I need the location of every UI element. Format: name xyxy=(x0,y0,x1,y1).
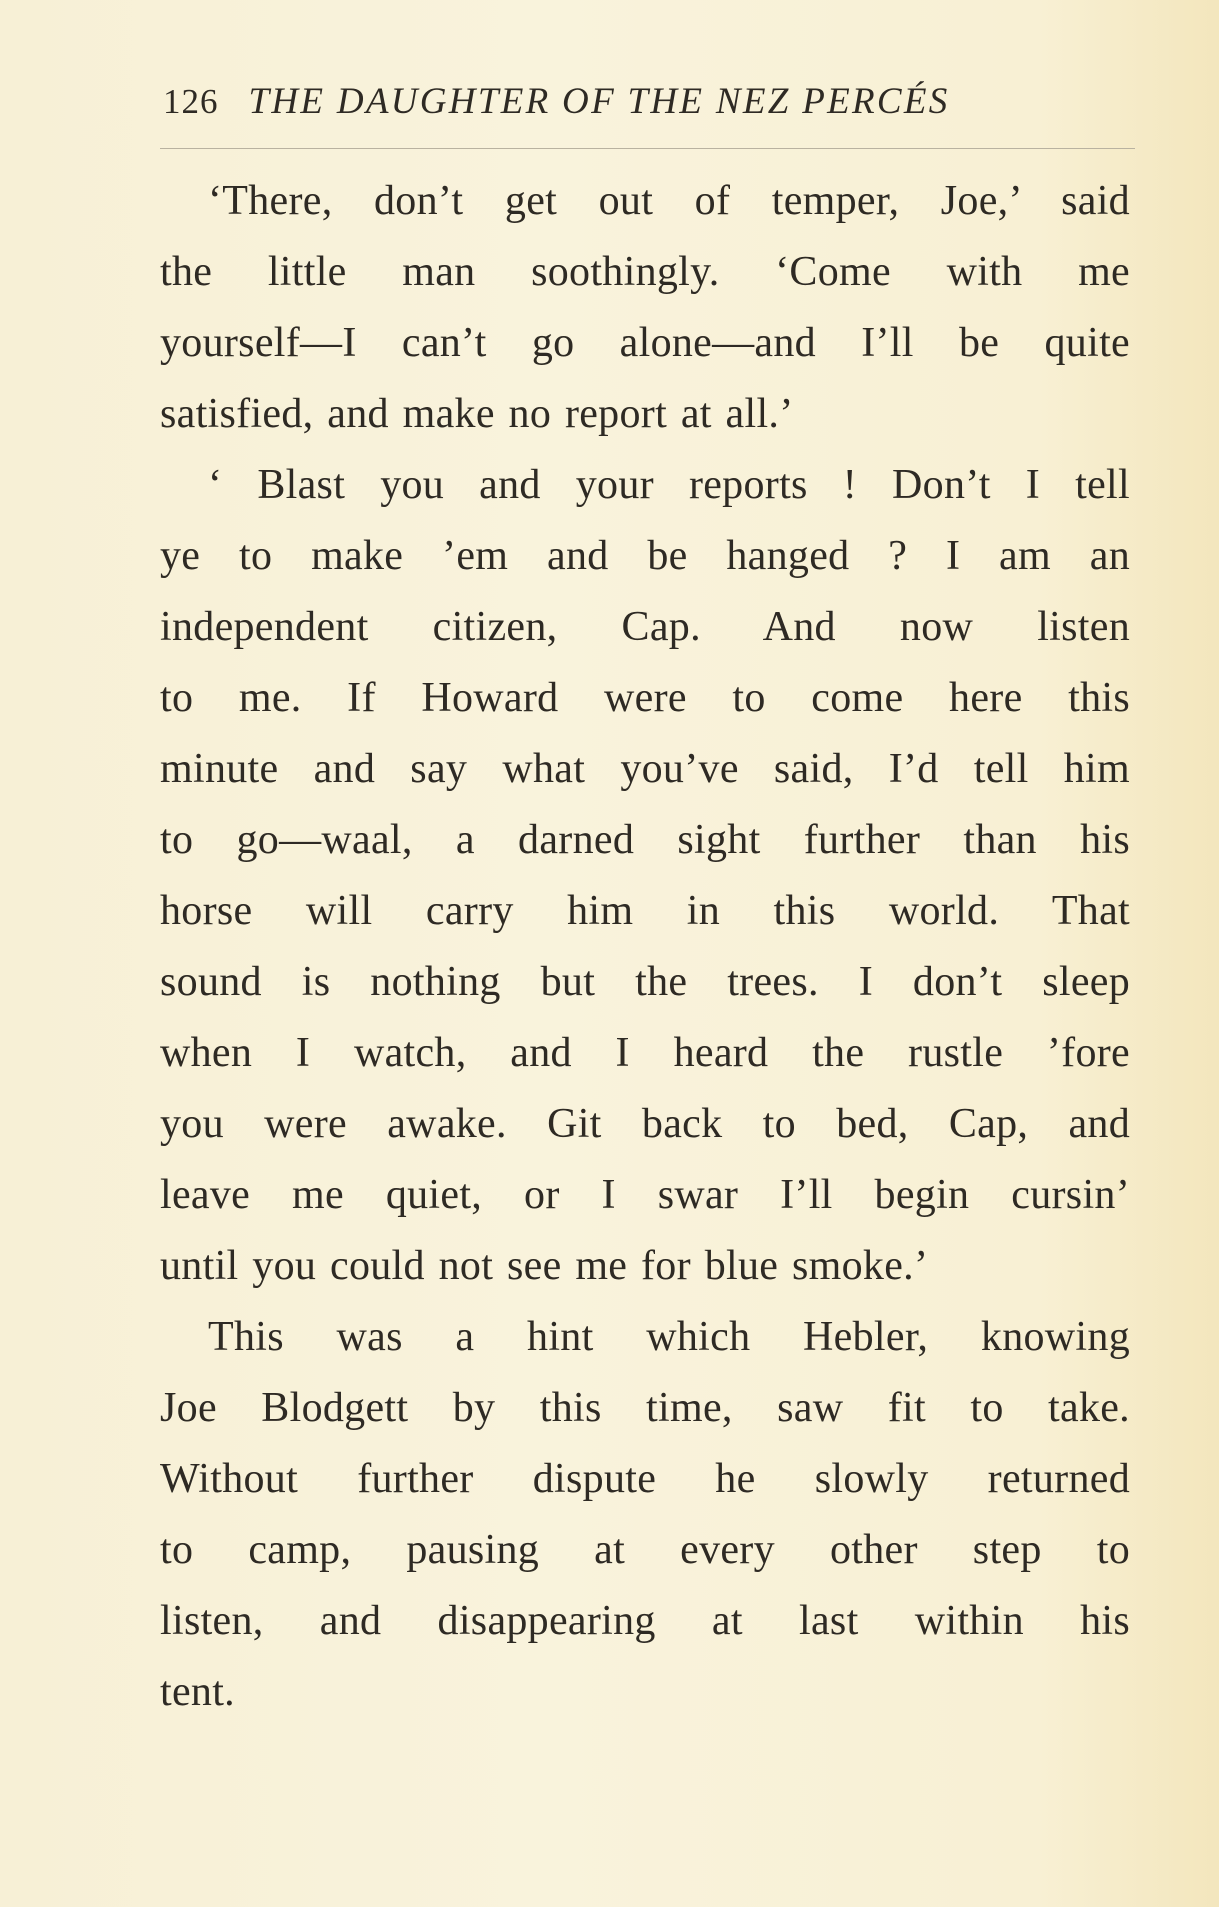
text-line: sound is nothing but the trees. I don’t sleep xyxy=(160,959,1130,1005)
text-line: ‘There, don’t get out of temper, Joe,’ said xyxy=(208,178,1130,224)
text-line: leave me quiet, or I swar I’ll begin cursin’ xyxy=(160,1172,1130,1218)
text-line: This was a hint which Hebler, knowing xyxy=(208,1314,1130,1360)
text-line: ‘ Blast you and your reports ! Don’t I tell xyxy=(208,462,1130,508)
text-line: when I watch, and I heard the rustle ’fore xyxy=(160,1030,1130,1076)
page-number: 126 xyxy=(163,82,219,121)
text-line: horse will carry him in this world. That xyxy=(160,888,1130,934)
header-rule xyxy=(160,148,1135,149)
text-line: to go—waal, a darned sight further than his xyxy=(160,817,1130,863)
text-line: tent. xyxy=(160,1669,235,1715)
text-line: to me. If Howard were to come here this xyxy=(160,675,1130,721)
text-line: Joe Blodgett by this time, saw fit to take. xyxy=(160,1385,1130,1431)
body-text xyxy=(160,166,1130,1728)
text-line: satisfied, and make no report at all.’ xyxy=(160,391,794,437)
text-line: independent citizen, Cap. And now listen xyxy=(160,604,1130,650)
text-line: until you could not see me for blue smoke.’ xyxy=(160,1243,929,1289)
running-title: THE DAUGHTER OF THE NEZ PERCÉS xyxy=(248,81,950,122)
text-line: you were awake. Git back to bed, Cap, and xyxy=(160,1101,1130,1147)
text-line: to camp, pausing at every other step to xyxy=(160,1527,1130,1573)
paragraph-1 xyxy=(160,166,1130,450)
text-line: minute and say what you’ve said, I’d tell him xyxy=(160,746,1130,792)
paragraph-2 xyxy=(160,450,1130,1302)
text-line: yourself—I can’t go alone—and I’ll be quite xyxy=(160,320,1130,366)
text-line: Without further dispute he slowly returned xyxy=(160,1456,1130,1502)
text-line: the little man soothingly. ‘Come with me xyxy=(160,249,1130,295)
page-header xyxy=(163,80,1063,140)
paragraph-3 xyxy=(160,1302,1130,1728)
text-line: ye to make ’em and be hanged ? I am an xyxy=(160,533,1130,579)
text-line: listen, and disappearing at last within his xyxy=(160,1598,1130,1644)
